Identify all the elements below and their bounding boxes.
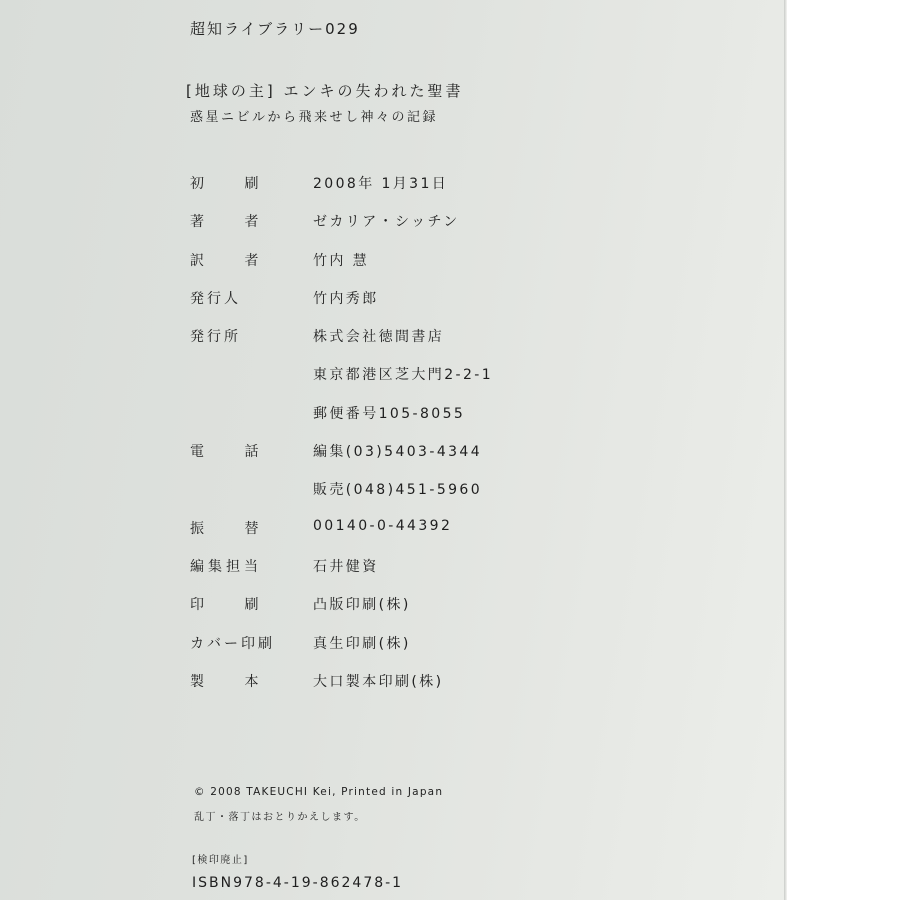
colophon-value: 2008年 1月31日	[313, 176, 449, 192]
colophon-row-phone-editorial	[190, 441, 610, 479]
colophon-label: 発行所	[190, 329, 241, 346]
paper-edge	[784, 0, 787, 900]
colophon-row-binding	[190, 671, 610, 709]
colophon-row-editor	[190, 556, 610, 594]
colophon-label: 訳 者	[190, 252, 277, 269]
colophon-value: ゼカリア・シッチン	[313, 214, 460, 231]
colophon-label: 初 刷	[190, 176, 277, 192]
colophon-value: 凸版印刷(株)	[313, 597, 411, 614]
colophon-value: 編集(03)5403-4344	[313, 444, 483, 461]
colophon-value: 大口製本印刷(株)	[313, 673, 444, 690]
colophon-value: 真生印刷(株)	[313, 635, 411, 652]
book-subtitle: 惑星ニビルから飛来せし神々の記録	[190, 110, 439, 125]
colophon-label: 電 話	[190, 444, 277, 461]
colophon-value: 郵便番号105-8055	[313, 405, 466, 422]
colophon-value: 東京都港区芝大門2-2-1	[313, 367, 494, 384]
colophon-value: 竹内 慧	[313, 252, 370, 269]
colophon-value: 石井健資	[313, 558, 379, 575]
colophon-label: 著 者	[190, 214, 277, 231]
book-title: [地球の主] エンキの失われた聖書	[186, 82, 464, 100]
colophon-row-printing	[190, 594, 610, 632]
colophon-table	[190, 173, 610, 709]
colophon-value: 竹内秀郎	[313, 290, 379, 307]
colophon-label: 発行人	[190, 290, 241, 307]
replacement-notice: 乱丁・落丁はおとりかえします。	[194, 812, 366, 823]
colophon-value: 00140-0-44392	[313, 517, 453, 534]
colophon-label: 製 本	[190, 673, 277, 690]
colophon-value: 株式会社徳間書店	[313, 329, 445, 346]
colophon-row-phone-sales	[190, 479, 610, 517]
copyright-line: © 2008 TAKEUCHI Kei, Printed in Japan	[194, 786, 444, 798]
series-name: 超知ライブラリー029	[190, 20, 360, 38]
colophon-row-translator	[190, 250, 610, 288]
colophon-row-publisher-person	[190, 288, 610, 326]
colophon-label: 編集担当	[190, 558, 262, 575]
colophon-row-address	[190, 364, 610, 402]
colophon-row-publisher	[190, 326, 610, 364]
colophon-row-first-print	[190, 173, 610, 211]
colophon-value: 販売(048)451-5960	[313, 482, 483, 499]
colophon-row-cover-printing	[190, 633, 610, 671]
colophon-label: 振 替	[190, 520, 277, 537]
colophon-row-transfer	[190, 518, 610, 556]
isbn-number: ISBN978-4-19-862478-1	[192, 875, 404, 891]
colophon-label: 印 刷	[190, 597, 277, 614]
colophon-label: カバー印刷	[190, 635, 275, 652]
seal-omitted-note: [検印廃止]	[192, 855, 249, 866]
colophon-row-author	[190, 211, 610, 249]
colophon-row-postal-code	[190, 403, 610, 441]
